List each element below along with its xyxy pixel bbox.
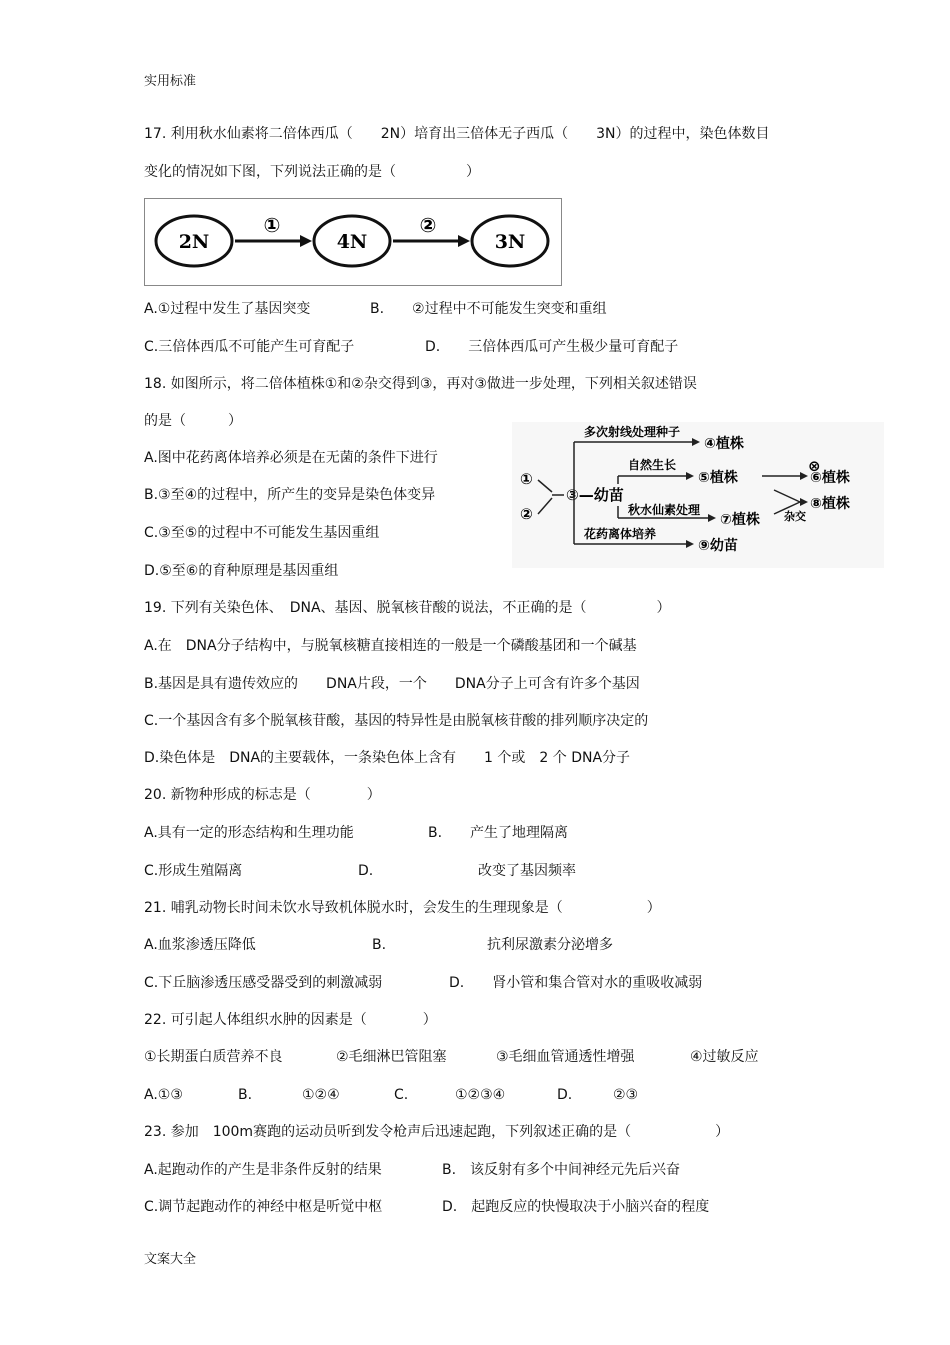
- q18-option-d: D.⑤至⑥的育种原理是基因重组: [144, 563, 339, 579]
- step-1-label: ①: [263, 213, 281, 237]
- q19-option-a: A.在 DNA分子结构中，与脱氧核糖直接相连的一般是一个磷酸基团和一个碱基: [144, 638, 637, 654]
- q20-option-b: B. 产生了地理隔离: [428, 825, 569, 841]
- q17-chromosome-diagram: [144, 198, 562, 286]
- plant-7: ⑦植株: [720, 512, 760, 528]
- plant-4: ④植株: [704, 436, 744, 452]
- q17-option-a: A.①过程中发生了基因突变: [144, 301, 311, 317]
- q17-option-d: D. 三倍体西瓜可产生极少量可育配子: [425, 339, 679, 355]
- q20-option-d-letter: D.: [358, 863, 374, 879]
- q21-stem: 21. 哺乳动物长时间未饮水导致机体脱水时，会发生的生理现象是（ ）: [144, 900, 661, 916]
- node-3n-label: 3N: [494, 231, 526, 253]
- parent-1: ①: [520, 470, 533, 488]
- self-cross-symbol: ⊗: [808, 457, 821, 475]
- q22-stem: 22. 可引起人体组织水肿的因素是（ ）: [144, 1012, 437, 1028]
- page-footer: 文案大全: [144, 1252, 197, 1267]
- node-2n-label: 2N: [178, 231, 210, 253]
- plant-8: ⑧植株: [810, 496, 850, 512]
- q18-stem-line1: 18. 如图所示，将二倍体植株①和②杂交得到③，再对③做进一步处理，下列相关叙述错误: [144, 376, 697, 392]
- q21-option-d: D. 肾小管和集合管对水的重吸收减弱: [449, 975, 703, 991]
- q22-option-b-letter: B.: [238, 1087, 253, 1103]
- q18-stem-line2: 的是（ ）: [144, 413, 242, 429]
- q18-option-a: A.图中花药离体培养必须是在无菌的条件下进行: [144, 450, 438, 466]
- q23-option-c: C.调节起跑动作的神经中枢是听觉中枢: [144, 1199, 383, 1215]
- q23-stem: 23. 参加 100m赛跑的运动员听到发令枪声后迅速起跑，下列叙述正确的是（ ）: [144, 1124, 730, 1140]
- q17-stem-line2: 变化的情况如下图，下列说法正确的是（ ）: [144, 164, 480, 180]
- page-header: 实用标准: [144, 74, 197, 89]
- q22-item-1: ①长期蛋白质营养不良: [144, 1049, 283, 1065]
- plant-6: ⑥植株: [810, 470, 850, 486]
- q22-option-d-letter: D.: [557, 1087, 573, 1103]
- plant-5: ⑤植株: [698, 470, 738, 486]
- q21-option-b-letter: B.: [372, 937, 387, 953]
- q21-option-b-text: 抗利尿激素分泌增多: [487, 937, 613, 953]
- q18-option-b: B.③至④的过程中，所产生的变异是染色体变异: [144, 487, 436, 503]
- q22-option-c-text: ①②③④: [455, 1087, 506, 1103]
- cross-label: 杂交: [784, 510, 806, 523]
- branch-4-label: 花药离体培养: [584, 527, 657, 541]
- q19-option-c: C.一个基因含有多个脱氧核苷酸，基因的特异性是由脱氧核苷酸的排列顺序决定的: [144, 713, 649, 729]
- seedling-9: ⑨幼苗: [698, 538, 738, 554]
- branch-2-label: 自然生长: [628, 458, 677, 472]
- q23-option-b: B. 该反射有多个中间神经元先后兴奋: [442, 1162, 681, 1178]
- parent-2: ②: [520, 505, 533, 523]
- q22-option-b-text: ①②④: [302, 1087, 340, 1103]
- q17-option-c: C.三倍体西瓜不可能产生可育配子: [144, 339, 355, 355]
- q17-option-b: B. ②过程中不可能发生突变和重组: [370, 301, 607, 317]
- q23-option-a: A.起跑动作的产生是非条件反射的结果: [144, 1162, 382, 1178]
- q18-option-c: C.③至⑤的过程中不可能发生基因重组: [144, 525, 380, 541]
- q19-option-b: B.基因是具有遗传效应的 DNA片段，一个 DNA分子上可含有许多个基因: [144, 676, 640, 692]
- node-4n-label: 4N: [336, 231, 368, 253]
- seedling-3: ③—幼苗: [566, 486, 624, 504]
- q19-stem: 19. 下列有关染色体、 DNA、基因、脱氧核苷酸的说法，不正确的是（ ）: [144, 600, 671, 616]
- q20-stem: 20. 新物种形成的标志是（ ）: [144, 787, 381, 803]
- q22-item-3: ③毛细血管通透性增强: [496, 1049, 635, 1065]
- q22-option-d-text: ②③: [613, 1087, 639, 1103]
- q22-option-c-letter: C.: [394, 1087, 409, 1103]
- q22-item-4: ④过敏反应: [690, 1049, 759, 1065]
- q19-option-d: D.染色体是 DNA的主要载体，一条染色体上含有 1 个或 2 个 DNA分子: [144, 750, 631, 766]
- branch-3-label: 秋水仙素处理: [628, 503, 701, 517]
- q22-option-a: A.①③: [144, 1087, 183, 1103]
- q20-option-d-text: 改变了基因频率: [478, 863, 576, 879]
- q18-breeding-diagram: [512, 422, 884, 568]
- branch-1-label: 多次射线处理种子: [584, 425, 681, 439]
- q23-option-d: D. 起跑反应的快慢取决于小脑兴奋的程度: [442, 1199, 710, 1215]
- step-2-label: ②: [419, 213, 437, 237]
- q17-stem-line1: 17. 利用秋水仙素将二倍体西瓜（ 2N）培育出三倍体无子西瓜（ 3N）的过程中，染色体数目: [144, 126, 770, 142]
- q20-option-c: C.形成生殖隔离: [144, 863, 243, 879]
- q22-item-2: ②毛细淋巴管阻塞: [336, 1049, 447, 1065]
- q20-option-a: A.具有一定的形态结构和生理功能: [144, 825, 354, 841]
- q21-option-c: C.下丘脑渗透压感受器受到的刺激减弱: [144, 975, 383, 991]
- q21-option-a: A.血浆渗透压降低: [144, 937, 256, 953]
